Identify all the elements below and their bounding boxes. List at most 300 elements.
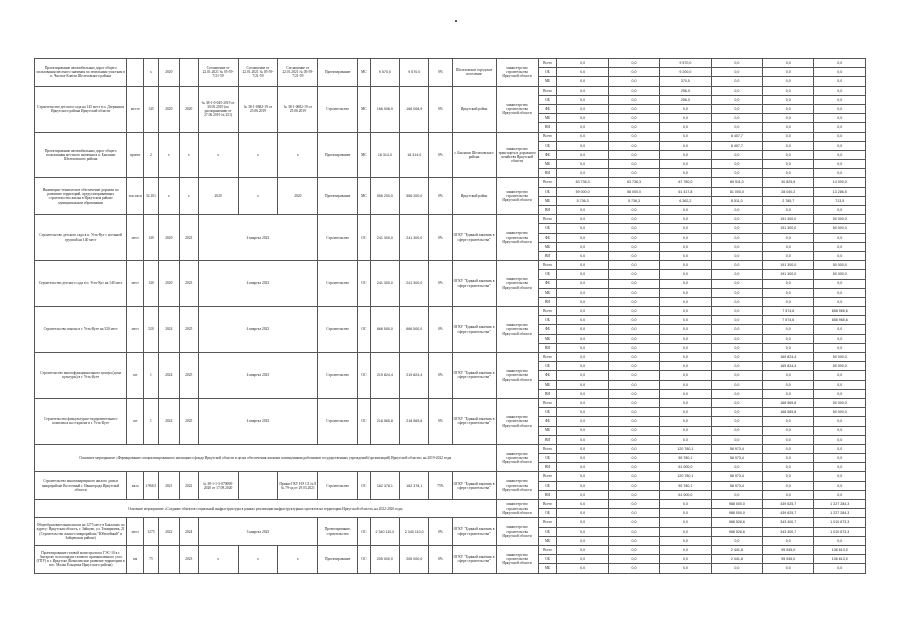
amount-cell: 0,0 — [608, 362, 659, 371]
capacity-cell: 520 — [144, 307, 159, 353]
amount-cell: 0,0 — [711, 224, 762, 233]
amount-cell: 0,0 — [660, 233, 711, 242]
amount-cell: 0,0 — [814, 472, 866, 481]
object-row — [35, 178, 866, 187]
funding-source-cell: ВИ — [538, 169, 557, 178]
funding-source-cell: МБ — [538, 114, 557, 123]
amount-cell: 168 565,8 — [763, 408, 814, 417]
amount-cell: 658 965,6 — [814, 307, 866, 316]
amount-cell: 0,0 — [660, 132, 711, 141]
amount-cell: 8 407,7 — [711, 132, 762, 141]
amount-cell: 0,0 — [557, 68, 608, 77]
amount-cell: 59 000,0 — [557, 187, 608, 196]
amount-cell: 0,0 — [763, 160, 814, 169]
amount-cell: 0,0 — [660, 500, 711, 509]
end-year-cell: 2023 — [179, 545, 198, 573]
amount-cell: 0,0 — [660, 169, 711, 178]
amount-cell: 0,0 — [814, 160, 866, 169]
amount-cell: 0,0 — [608, 114, 659, 123]
amount-cell: 6 362,2 — [660, 196, 711, 205]
amount-cell: 5 736,3 — [608, 196, 659, 205]
document-cell: 3 квартал 2023 — [198, 518, 318, 546]
remaining-cost-cell: 162 378,1 — [400, 472, 429, 500]
administrator-cell: министерство строительства Иркутской области — [496, 178, 538, 215]
end-year-cell — [179, 59, 198, 87]
amount-cell: 0,0 — [660, 371, 711, 380]
ownership-cell: МС — [358, 59, 371, 87]
object-row — [35, 472, 866, 481]
document-cell-3: Приказ ГКУ НЭ СЗ № 8 № 79-од от 29.03.2021 — [278, 472, 318, 500]
amount-cell: 0,0 — [660, 114, 711, 123]
funding-source-cell: ОБ — [538, 224, 557, 233]
amount-cell: 0,0 — [711, 279, 762, 288]
customer-cell: ОГКУ "Единый заказчик в сфере строительства" — [452, 545, 496, 573]
amount-cell: 0,0 — [711, 408, 762, 417]
amount-cell: 0,0 — [763, 288, 814, 297]
unit-cell: тыс.кв.м — [127, 178, 144, 215]
amount-cell: 61 000,0 — [660, 463, 711, 472]
document-cell: 4 квартал 2023 — [198, 261, 318, 307]
amount-cell: 0,0 — [814, 334, 866, 343]
funding-source-cell: МБ — [538, 380, 557, 389]
amount-cell: 988 528,6 — [711, 527, 762, 536]
amount-cell: 0,0 — [557, 307, 608, 316]
cost-cell: 9 570,0 — [370, 59, 399, 87]
amount-cell: 191 300,0 — [763, 261, 814, 270]
amount-cell: 0,0 — [608, 481, 659, 490]
amount-cell: 0,0 — [660, 123, 711, 132]
amount-cell: 0,0 — [660, 307, 711, 316]
start-year-cell: 2020 — [158, 86, 179, 132]
amount-cell: 0,0 — [557, 481, 608, 490]
amount-cell: 0,0 — [660, 408, 711, 417]
amount-cell: 50 000,0 — [814, 362, 866, 371]
amount-cell: 0,0 — [608, 307, 659, 316]
amount-cell: 2 441,8 — [711, 545, 762, 554]
amount-cell: 0,0 — [660, 398, 711, 407]
document-cell: № 38-1-0-045-2019 от 30.05.2019 (по распоряжению от 27.06.2019 № 251) — [198, 86, 238, 132]
amount-cell: 0,0 — [608, 490, 659, 499]
amount-cell: 0,0 — [557, 123, 608, 132]
capacity-cell: 2 — [144, 132, 159, 178]
unit-cell: км — [127, 545, 144, 573]
amount-cell: 59 780,1 — [660, 454, 711, 463]
end-year-cell: 2025 — [179, 398, 198, 444]
amount-cell: 343 400,7 — [763, 527, 814, 536]
amount-cell: 0,0 — [814, 564, 866, 573]
amount-cell: 0,0 — [711, 307, 762, 316]
funding-source-cell: МБ — [538, 196, 557, 205]
amount-cell: 0,0 — [557, 325, 608, 334]
object-name: Проектирование газовой магистрали по ГЭС-10 в г. Ангарске по площадке газового промышленного узла (ГПУ) в г. Иркутске (Комплексное развитие территории в пос. Малая Ельцовка Иркутского района) — [35, 545, 127, 573]
stage-cell: Строительство — [318, 86, 358, 132]
amount-cell: 0,0 — [814, 371, 866, 380]
funding-source-cell: ОБ — [538, 527, 557, 536]
amount-cell: 0,0 — [608, 279, 659, 288]
unit-cell: мест — [127, 215, 144, 261]
amount-cell: 0,0 — [660, 325, 711, 334]
start-year-cell: 2020 — [158, 215, 179, 261]
object-name: Проектирование автомобильных дорог общего пользования местного значения по земельным участкам в п. Чистые Ключи Шелеховского района — [35, 59, 127, 87]
customer-cell: ОГКУ "Единый заказчик в сфере строительства" — [452, 398, 496, 444]
amount-cell: 0,0 — [608, 224, 659, 233]
amount-cell: 50 000,0 — [814, 353, 866, 362]
amount-cell: 0,0 — [557, 297, 608, 306]
amount-cell: 169 824,4 — [763, 362, 814, 371]
amount-cell: 0,0 — [557, 279, 608, 288]
funding-source-cell: Всего — [538, 472, 557, 481]
cost-cell: 556 200,0 — [370, 178, 399, 215]
amount-cell: 256,0 — [660, 95, 711, 104]
amount-cell: 0,0 — [814, 288, 866, 297]
amount-cell: 0,0 — [814, 417, 866, 426]
amount-cell: 0,0 — [660, 334, 711, 343]
administrator-cell: министерство строительства Иркутской области — [496, 472, 538, 500]
amount-cell: 0,0 — [763, 242, 814, 251]
amount-cell: 63 736,3 — [557, 178, 608, 187]
amount-cell: 0,0 — [763, 150, 814, 159]
amount-cell: 0,0 — [557, 59, 608, 68]
amount-cell: 0,0 — [608, 509, 659, 518]
amount-cell: 0,0 — [608, 261, 659, 270]
amount-cell: 0,0 — [608, 86, 659, 95]
amount-cell: 0,0 — [711, 435, 762, 444]
amount-cell: 0,0 — [557, 86, 608, 95]
document-cell-3: х — [278, 545, 318, 573]
amount-cell: 0,0 — [660, 279, 711, 288]
amount-cell: 0,0 — [660, 160, 711, 169]
stage-cell: Строительство — [318, 353, 358, 399]
funding-source-cell: ОБ — [538, 68, 557, 77]
ownership-cell: ОС — [358, 472, 371, 500]
object-name: Строительство физкультурно-оздоровительного комплекса на стадионе в г. Усть-Куте — [35, 398, 127, 444]
funding-source-cell: Всего — [538, 307, 557, 316]
amount-cell: 0,0 — [814, 59, 866, 68]
amount-cell: 0,0 — [608, 132, 659, 141]
amount-cell: 0,0 — [814, 114, 866, 123]
amount-cell: 0,0 — [557, 288, 608, 297]
amount-cell: 0,0 — [557, 242, 608, 251]
customer-cell: г. Баклаши Шелеховского района — [452, 132, 496, 178]
object-name: Строительство детского сада в п. Усть-Кут на 140 мест — [35, 261, 127, 307]
readiness-cell: 0% — [429, 215, 452, 261]
amount-cell: 169 824,4 — [763, 353, 814, 362]
amount-cell: 439 625,7 — [763, 500, 814, 509]
document-cell-2: х — [238, 545, 278, 573]
amount-cell: 0,0 — [711, 206, 762, 215]
funding-source-cell: МБ — [538, 160, 557, 169]
amount-cell: 0,0 — [557, 518, 608, 527]
readiness-cell: 0% — [429, 132, 452, 178]
amount-cell: 0,0 — [608, 500, 659, 509]
object-row — [35, 518, 866, 527]
investment-table — [34, 58, 866, 574]
amount-cell: 0,0 — [711, 371, 762, 380]
start-year-cell: х — [158, 132, 179, 178]
funding-source-cell: Всего — [538, 353, 557, 362]
amount-cell: 168 565,8 — [763, 398, 814, 407]
amount-cell: 0,0 — [660, 435, 711, 444]
amount-cell: 0,0 — [660, 426, 711, 435]
amount-cell: 0,0 — [711, 114, 762, 123]
amount-cell: 0,0 — [608, 150, 659, 159]
ownership-cell: МС — [358, 178, 371, 215]
amount-cell: 0,0 — [608, 435, 659, 444]
remaining-cost-cell: 218 565,8 — [400, 398, 429, 444]
amount-cell: 0,0 — [660, 242, 711, 251]
amount-cell: 120 780,1 — [660, 472, 711, 481]
amount-cell: 0,0 — [557, 141, 608, 150]
amount-cell: 0,0 — [557, 435, 608, 444]
amount-cell: 0,0 — [763, 114, 814, 123]
amount-cell: 0,0 — [763, 297, 814, 306]
capacity-cell: 140 — [144, 261, 159, 307]
amount-cell: 0,0 — [763, 417, 814, 426]
unit-cell: мест — [127, 261, 144, 307]
funding-source-cell: ОБ — [538, 316, 557, 325]
document-cell: х — [198, 132, 238, 178]
funding-source-cell: ВИ — [538, 490, 557, 499]
amount-cell: 0,0 — [557, 426, 608, 435]
readiness-cell: 0% — [429, 86, 452, 132]
start-year-cell — [158, 545, 179, 573]
amount-cell: 343 400,7 — [763, 518, 814, 527]
amount-cell: 0,0 — [608, 59, 659, 68]
amount-cell: 0,0 — [814, 380, 866, 389]
amount-cell: 13 286,5 — [814, 187, 866, 196]
amount-cell: 0,0 — [557, 270, 608, 279]
customer-cell: ОГКУ "Единый заказчик в сфере строительства" — [452, 261, 496, 307]
amount-cell: 0,0 — [608, 463, 659, 472]
amount-cell: 0,0 — [660, 104, 711, 113]
section-row — [35, 500, 866, 509]
amount-cell: 0,0 — [814, 123, 866, 132]
amount-cell: 50 000,0 — [814, 408, 866, 417]
amount-cell: 28 040,2 — [763, 187, 814, 196]
amount-cell: 0,0 — [557, 169, 608, 178]
amount-cell: 658 965,6 — [814, 316, 866, 325]
amount-cell: 1 227 284,3 — [814, 509, 866, 518]
amount-cell: 0,0 — [557, 490, 608, 499]
administrator-cell: министерство строительства Иркутской области — [496, 307, 538, 353]
amount-cell: 0,0 — [711, 490, 762, 499]
amount-cell: 0,0 — [763, 371, 814, 380]
amount-cell: 0,0 — [608, 398, 659, 407]
amount-cell: 8 407,7 — [711, 141, 762, 150]
document-cell: № 38-1-1-3-070008-2020 от 17.09.2020 — [198, 472, 238, 500]
object-name: Строительство детского сада на 145 мест в п. Дзержинск Иркутского района Иркутской области — [35, 86, 127, 132]
document-cell: 4 квартал 2023 — [198, 307, 318, 353]
amount-cell: 0,0 — [814, 95, 866, 104]
amount-cell: 0,0 — [660, 518, 711, 527]
readiness-cell: 0% — [429, 307, 452, 353]
start-year-cell: 2024 — [158, 353, 179, 399]
amount-cell: 0,0 — [660, 141, 711, 150]
funding-source-cell: МБ — [538, 288, 557, 297]
amount-cell: 0,0 — [814, 150, 866, 159]
customer-cell: Иркутский район — [452, 86, 496, 132]
stage-cell: Строительство — [318, 307, 358, 353]
amount-cell: 0,0 — [711, 242, 762, 251]
amount-cell: 14 000,0 — [814, 178, 866, 187]
amount-cell: 0,0 — [608, 417, 659, 426]
amount-cell: 50 000,0 — [814, 261, 866, 270]
amount-cell: 0,0 — [557, 233, 608, 242]
amount-cell: 0,0 — [814, 141, 866, 150]
amount-cell: 0,0 — [763, 251, 814, 260]
amount-cell: 50 000,0 — [814, 398, 866, 407]
amount-cell: 59 780,1 — [660, 481, 711, 490]
administrator-cell: министерство строительства Иркутской области — [496, 215, 538, 261]
amount-cell: 0,0 — [711, 261, 762, 270]
unit-cell: проект — [127, 132, 144, 178]
amount-cell: 0,0 — [608, 380, 659, 389]
amount-cell: 5 736,3 — [557, 196, 608, 205]
section-title: Основное мероприятие «Создание объектов социальной инфраструктуры в рамках реализации инфраструктурных проектов на территории Иркутской области» на 2022-2026 годы — [35, 500, 497, 518]
amount-cell: 0,0 — [814, 86, 866, 95]
amount-cell: 0,0 — [557, 536, 608, 545]
amount-cell: 58 973,4 — [711, 481, 762, 490]
stage-cell: Проектирование — [318, 132, 358, 178]
amount-cell: 0,0 — [763, 481, 814, 490]
customer-cell: Шелеховское городское поселение — [452, 59, 496, 87]
funding-source-cell: ФБ — [538, 371, 557, 380]
cost-cell: 218 565,8 — [370, 398, 399, 444]
amount-cell: 0,0 — [608, 288, 659, 297]
funding-source-cell: ВИ — [538, 297, 557, 306]
remaining-cost-cell: 18 314,0 — [400, 132, 429, 178]
amount-cell: 0,0 — [660, 297, 711, 306]
funding-source-cell: МБ — [538, 426, 557, 435]
amount-cell: 0,0 — [608, 169, 659, 178]
page-mark — [455, 20, 457, 22]
amount-cell: 0,0 — [660, 389, 711, 398]
readiness-cell: 0% — [429, 261, 452, 307]
cost-cell: 205 000,0 — [370, 545, 399, 573]
stage-cell: Строительство — [318, 472, 358, 500]
amount-cell: 0,0 — [814, 104, 866, 113]
funding-source-cell: МБ — [538, 77, 557, 86]
amount-cell: 191 300,0 — [763, 224, 814, 233]
cost-cell: 219 824,4 — [370, 353, 399, 399]
remaining-cost-cell: 205 000,0 — [400, 545, 429, 573]
amount-cell: 0,0 — [660, 380, 711, 389]
amount-cell: 0,0 — [660, 353, 711, 362]
amount-cell: 9 570,0 — [660, 59, 711, 68]
ownership-cell: ОС — [358, 261, 371, 307]
administrator-cell: министерство транспорта и дорожного хозяйства Иркутской области — [496, 132, 538, 178]
amount-cell: 0,0 — [814, 444, 866, 453]
amount-cell: 0,0 — [814, 325, 866, 334]
readiness-cell: 0% — [429, 398, 452, 444]
amount-cell: 0,0 — [763, 472, 814, 481]
remaining-cost-cell: 219 824,4 — [400, 353, 429, 399]
amount-cell: 58 973,4 — [711, 454, 762, 463]
amount-cell: 0,0 — [814, 279, 866, 288]
stage-cell: Строительство — [318, 398, 358, 444]
amount-cell: 106 613,0 — [814, 555, 866, 564]
readiness-cell: 0% — [429, 178, 452, 215]
readiness-cell: 0% — [429, 353, 452, 399]
object-name: Проектирование автомобильных дорог общего пользования местного значения в п. Баклаши Шелеховского района — [35, 132, 127, 178]
amount-cell: 0,0 — [608, 297, 659, 306]
amount-cell: 0,0 — [711, 251, 762, 260]
amount-cell: 0,0 — [763, 380, 814, 389]
amount-cell: 2 785,7 — [763, 196, 814, 205]
amount-cell: 58 973,4 — [711, 444, 762, 453]
customer-cell: Иркутский район — [452, 178, 496, 215]
amount-cell: 0,0 — [814, 251, 866, 260]
amount-cell: 0,0 — [711, 389, 762, 398]
section-row — [35, 444, 866, 453]
administrator-cell: министерство строительства Иркутской области — [496, 398, 538, 444]
object-name: Общеобразовательная школа на 1275 мест в Баклашах по адресу: Иркутская область, г. Зайцево, ул. Тимирязева, 21 (Строительство жилого микрорайона "Юбилейный" в Зайцевском районе) — [35, 518, 127, 546]
funding-source-cell: ВИ — [538, 389, 557, 398]
amount-cell: 0,0 — [763, 564, 814, 573]
document-cell: 4 квартал 2023 — [198, 353, 318, 399]
funding-source-cell: Всего — [538, 215, 557, 224]
administrator-cell: министерство строительства Иркутской области — [496, 353, 538, 399]
amount-cell: 0,0 — [557, 545, 608, 554]
amount-cell: 0,0 — [711, 325, 762, 334]
amount-cell: 0,0 — [608, 251, 659, 260]
amount-cell: 0,0 — [763, 426, 814, 435]
ownership-cell: ОС — [358, 398, 371, 444]
amount-cell: 0,0 — [814, 454, 866, 463]
stage-cell: Проектирование — [318, 545, 358, 573]
amount-cell: 0,0 — [660, 417, 711, 426]
amount-cell: 0,0 — [763, 325, 814, 334]
funding-source-cell: МБ — [538, 564, 557, 573]
amount-cell: 0,0 — [814, 343, 866, 352]
amount-cell: 0,0 — [660, 536, 711, 545]
document-cell-2: № 38-1-0682-19 от 25.06.2019 — [238, 86, 278, 132]
funding-source-cell: Всего — [538, 132, 557, 141]
remaining-cost-cell: 2 340 110,0 — [400, 518, 429, 546]
amount-cell: 0,0 — [814, 233, 866, 242]
amount-cell: 0,0 — [608, 353, 659, 362]
funding-source-cell: ФБ — [538, 417, 557, 426]
amount-cell: 0,0 — [711, 86, 762, 95]
cost-cell: 241 300,0 — [370, 261, 399, 307]
amount-cell: 0,0 — [763, 95, 814, 104]
amount-cell: 0,0 — [814, 463, 866, 472]
amount-cell: 0,0 — [763, 68, 814, 77]
funding-source-cell: ВИ — [538, 123, 557, 132]
object-row — [35, 261, 866, 270]
readiness-cell: 0% — [429, 59, 452, 87]
amount-cell: 0,0 — [557, 150, 608, 159]
funding-source-cell: Всего — [538, 545, 557, 554]
amount-cell: 0,0 — [608, 334, 659, 343]
amount-cell: 0,0 — [814, 206, 866, 215]
funding-source-cell: Всего — [538, 398, 557, 407]
amount-cell: 0,0 — [763, 490, 814, 499]
amount-cell: 0,0 — [711, 536, 762, 545]
capacity-cell: 32,101 — [144, 178, 159, 215]
amount-cell: 1 010 673,3 — [814, 527, 866, 536]
funding-source-cell: ВИ — [538, 435, 557, 444]
ownership-cell: МС — [358, 86, 371, 132]
funding-source-cell: ОБ — [538, 95, 557, 104]
amount-cell: 0,0 — [608, 518, 659, 527]
amount-cell: 0,0 — [660, 270, 711, 279]
amount-cell: 0,0 — [660, 545, 711, 554]
amount-cell: 0,0 — [557, 362, 608, 371]
administrator-cell: министерство строительства Иркутской области — [496, 444, 538, 472]
amount-cell: 0,0 — [608, 77, 659, 86]
amount-cell: 0,0 — [711, 215, 762, 224]
